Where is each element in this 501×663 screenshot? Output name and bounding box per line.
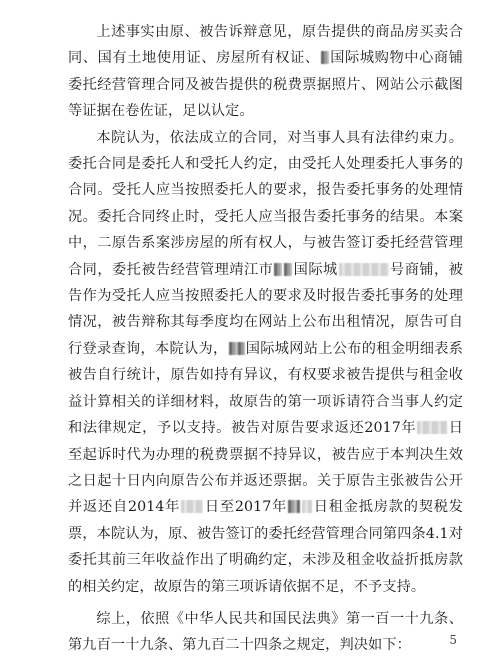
paragraph-text: 国际城网站上公布的租金明细表系被告自行统计，原告如持有异议，有权要求被告提供与租金收益计算相关的详细材料，故原告的第一项诉请符合当事人约定和法律规定，予以支持。被告对原告要求返还2017年 [68, 340, 463, 437]
paragraph-text: 国际城 [293, 261, 338, 278]
redaction-mark [284, 263, 292, 276]
paragraph-text: 上述事实由原、被告诉辩意见，原告提供的商品房买卖合同、国有土地使用证、房屋所有权证、 [68, 24, 463, 67]
paragraph [68, 19, 463, 125]
paragraph-text: 综上，依照《中华人民共和国民法典》第一百一十九条、第九百一十九条、第九百二十四条之规定，判决如下： [68, 610, 463, 654]
paragraph-text: 日租金抵房款的契税发票，本院认为，原、被告签订的委托经营管理合同第四条4.1对委托其前三年收益作出了明确约定，未涉及租金收益折抵房款的相关约定，故原告的第三项诉请依据不足，不予支持。 [68, 499, 463, 595]
paragraph-text: 日至2017年 [204, 499, 288, 516]
page-number: 5 [449, 633, 457, 647]
document-body [68, 19, 463, 659]
redaction-mark [288, 500, 300, 513]
redaction-mark [181, 500, 203, 513]
paragraph-text: 日至起诉时代为办理的税费票据不持异议，被告应于本判决生效之日起十日内向原告公布并返还票据。关于原告主张被告公开并返还自2014年 [68, 420, 464, 516]
redaction-mark [339, 263, 389, 276]
paragraph-text: 国际城购物中心商铺委托经营管理合同及被告提供的税费票据照片、网站公示截图等证据在卷佐证，足以认定。 [68, 50, 464, 120]
redaction-mark [229, 342, 245, 355]
paragraph-text: 号商铺，被告作为受托人应当按照委托人的要求及时报告委托事务的处理情况，被告辩称其每季度均在网站上公布出租情况，原告可自行登录查询，本院认为， [68, 261, 463, 357]
redaction-mark [417, 421, 447, 434]
paragraph [68, 606, 463, 659]
paragraph-text: 本院认为，依法成立的合同，对当事人具有法律约束力。委托合同是委托人和受托人约定，由受托人处理委托人事务的合同。受托人应当按照委托人的要求，报告委托事务的处理情况。委托合同终止时，受托人应当报告委托事务的结果。本案中，二原告系案涉房屋的所有权人，与被告签订委托经营管理合同，委托被告经营管理靖江市 [68, 129, 463, 278]
paragraph [68, 125, 463, 600]
redaction-mark [321, 51, 329, 64]
redaction-mark [274, 263, 282, 276]
redaction-mark [302, 500, 312, 513]
